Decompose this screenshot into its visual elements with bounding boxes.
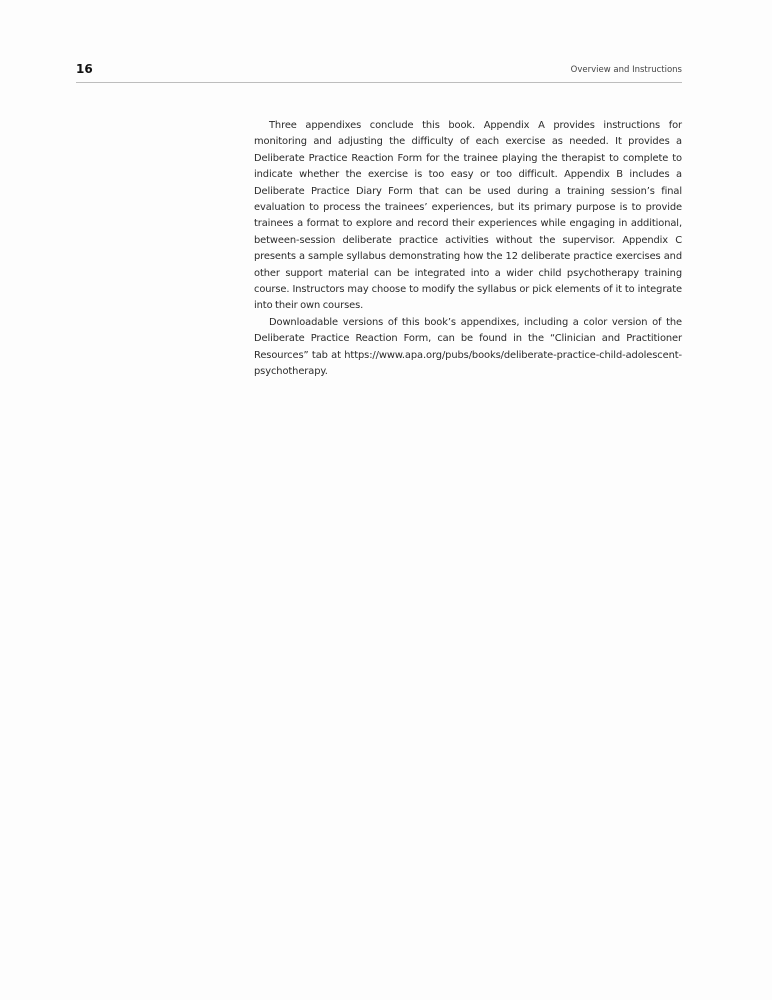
paragraph: Downloadable versions of this book’s appendixes, including a color version of the Deliberate Practice Reaction Form, can be found in the “Clinician and Practitioner Resources” tab at https://www.apa.org/pubs/books/deliberate-practice-child-adolescent-psychotherapy. [254, 316, 682, 378]
body-text [254, 118, 682, 381]
paragraph: Three appendixes conclude this book. Appendix A provides instructions for monitoring and adjusting the difficulty of each exercise as needed. It provides a Deliberate Practice Reaction Form for the trainee playing the therapist to complete to indicate whether the exercise is too easy or too difficult. Appendix B includes a Deliberate Practice Diary Form that can be used during a training session’s final evaluation to process the trainees’ experiences, but its primary purpose is to provide trainees a format to explore and record their experiences while engaging in additional, between-session deliberate practice activities without the supervisor. Appendix C presents a sample syllabus demonstrating how the 12 deliberate practice exercises and other support material can be integrated into a wider child psychotherapy training course. Instructors may choose to modify the syllabus or pick elements of it to integrate into their own courses. [254, 120, 682, 312]
running-head: Overview and Instructions [570, 65, 682, 75]
page-header [76, 62, 682, 83]
page-number: 16 [76, 62, 93, 76]
